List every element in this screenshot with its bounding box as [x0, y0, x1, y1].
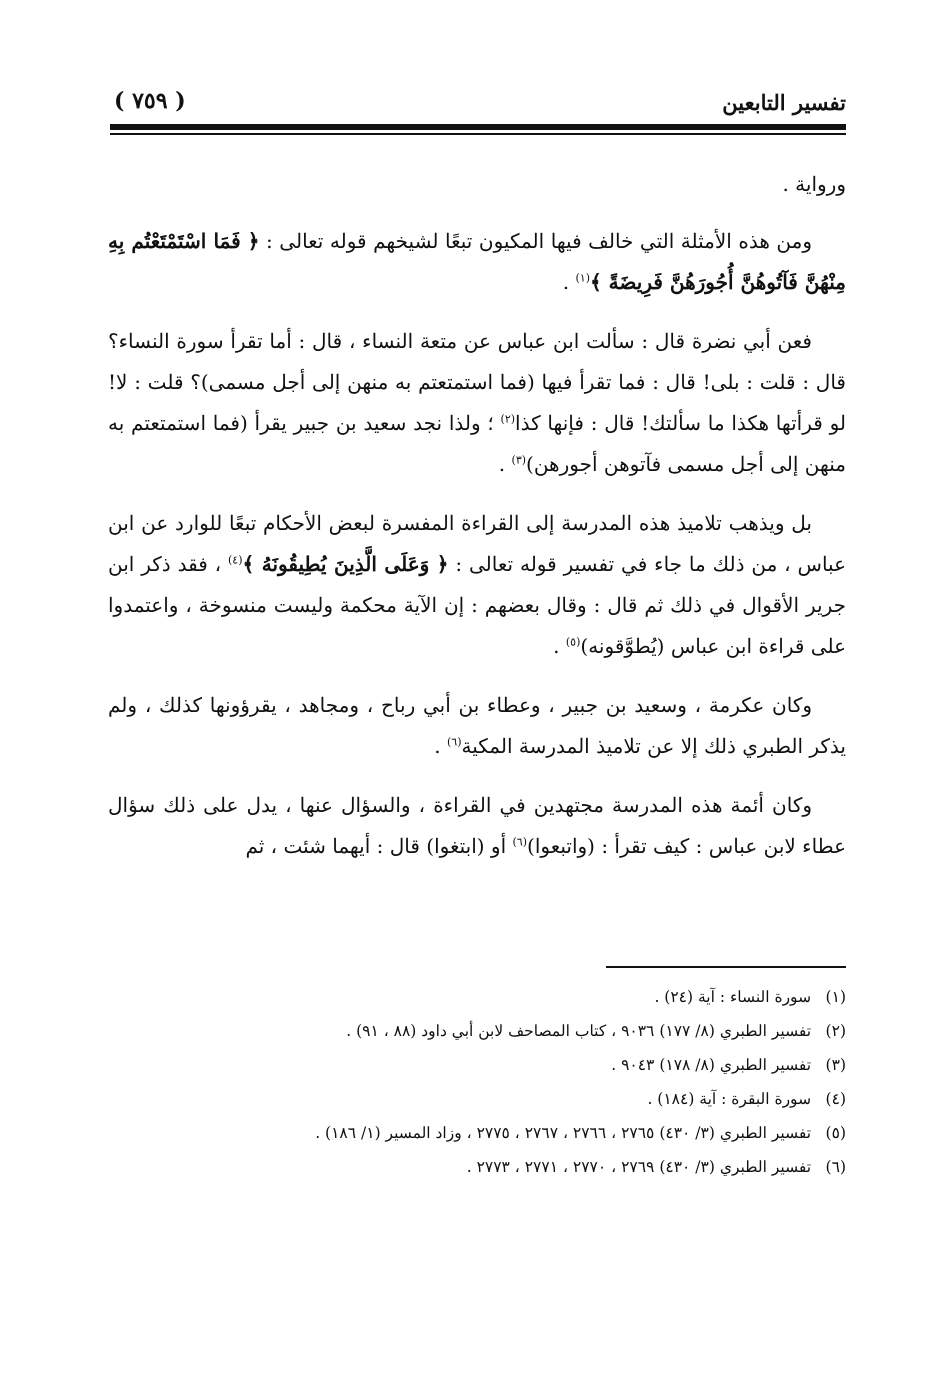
header-rule-thick	[110, 124, 846, 130]
paragraph	[108, 221, 846, 303]
paragraph-text: ورواية .	[782, 172, 846, 196]
header-rule-thin	[110, 133, 846, 135]
running-header	[110, 86, 846, 122]
footnote-text: تفسير الطبري (٨/ ١٧٧) ٩٠٣٦ ، كتاب المصاحف لابن أبي داود (٨٨ ، ٩١) .	[346, 1022, 812, 1040]
footnote-ref[interactable]: (٥)	[565, 635, 581, 649]
page-number: ( ٧٥٩ )	[114, 88, 186, 114]
footnote-item	[130, 1116, 846, 1150]
paragraph-text: ومن هذه الأمثلة التي خالف فيها المكيون تبعًا لشيخهم قوله تعالى :	[259, 229, 812, 253]
footnote-ref[interactable]: (٢)	[500, 412, 516, 426]
paragraph-text: .	[553, 634, 566, 658]
footnote-separator	[606, 966, 846, 968]
footnote-item	[130, 980, 846, 1014]
footnote-ref[interactable]: (٦)	[512, 835, 528, 849]
footnote-number: (١)	[825, 988, 846, 1006]
paragraph-text: بل ويذهب تلاميذ هذه المدرسة إلى القراءة المفسرة لبعض الأحكام تبعًا للوارد عن ابن عباس ، من ذلك ما جاء في تفسير قوله تعالى :	[108, 511, 847, 576]
paragraph-text: .	[562, 270, 576, 294]
footnote-number: (٢)	[825, 1022, 846, 1040]
footnote-item	[130, 1150, 846, 1184]
quran-verse: ﴿ فَمَا اسْتَمْتَعْتُم بِهِ مِنْهُنَّ فَآتُوهُنَّ أُجُورَهُنَّ فَرِيضَةً ﴾	[108, 229, 846, 294]
footnote-number: (٤)	[825, 1090, 846, 1108]
paragraph	[108, 503, 846, 667]
paragraph-text: فعن أبي نضرة قال : سألت ابن عباس عن متعة النساء ، قال : أما تقرأ سورة النساء؟ قال : قلت : بلى! قال : فما تقرأ فيها (فما استمتعتم به منهن إلى أجل مسمى)؟ قلت : لا! لو قرأتها هكذا ما سألتك! قال : فإنها كذا	[108, 329, 846, 435]
paragraph-text: .	[498, 452, 512, 476]
footnote-text: سورة البقرة : آية (١٨٤) .	[647, 1090, 812, 1108]
footnote-ref[interactable]: (٤)	[228, 553, 243, 567]
paragraph	[108, 321, 846, 485]
footnote-ref[interactable]: (٦)	[446, 735, 462, 749]
quran-verse: ﴿ وَعَلَى الَّذِينَ يُطِيقُونَهُ ﴾	[242, 552, 449, 576]
footnote-item	[130, 1082, 846, 1116]
paragraph-text: ؛ ولذا نجد سعيد بن جبير يقرأ (فما استمتعتم به منهن إلى أجل مسمى فآتوهن أجورهن)	[108, 411, 846, 476]
paragraph-text: أو (ابتغوا) قال : أيهما شئت ، ثم	[245, 834, 513, 858]
paragraph-text: .	[434, 734, 447, 758]
paragraph-text: وكان أئمة هذه المدرسة مجتهدين في القراءة ، والسؤال عنها ، يدل على ذلك سؤال عطاء لابن عباس : كيف تقرأ : (واتبعوا)	[108, 793, 846, 858]
footnote-ref[interactable]: (٣)	[511, 453, 527, 467]
footnote-text: تفسير الطبري (٨/ ١٧٨) ٩٠٤٣ .	[611, 1056, 812, 1074]
paragraph-text: وكان عكرمة ، وسعيد بن جبير ، وعطاء بن أبي رباح ، ومجاهد ، يقرؤونها كذلك ، ولم يذكر الطبري ذلك إلا عن تلاميذ المدرسة المكية	[108, 693, 846, 758]
footnote-ref[interactable]: (١)	[575, 271, 590, 285]
footnote-item	[130, 1048, 846, 1082]
footnote-number: (٣)	[825, 1056, 846, 1074]
footnote-number: (٦)	[825, 1158, 846, 1176]
footnote-text: سورة النساء : آية (٢٤) .	[654, 988, 812, 1006]
footnote-number: (٥)	[825, 1124, 846, 1142]
paragraph-text: ، فقد ذكر ابن جرير الأقوال في ذلك ثم قال : وقال بعضهم : إن الآية محكمة وليست منسوخة ، واعتمدوا على قراءة ابن عباس (يُطوَّقونه)	[108, 552, 846, 658]
header-title: تفسير التابعين	[722, 90, 846, 115]
paragraph	[108, 685, 846, 767]
paragraph	[108, 785, 846, 867]
footnote-item	[130, 1014, 846, 1048]
footnote-text: تفسير الطبري (٣/ ٤٣٠) ٢٧٦٥ ، ٢٧٦٦ ، ٢٧٦٧ ، ٢٧٧٥ ، وزاد المسير (١/ ١٨٦) .	[315, 1124, 812, 1142]
paragraph-continuation	[108, 164, 846, 205]
footnotes-list	[130, 980, 846, 1184]
main-text	[108, 164, 846, 885]
footnote-text: تفسير الطبري (٣/ ٤٣٠) ٢٧٦٩ ، ٢٧٧٠ ، ٢٧٧١ ، ٢٧٧٣ .	[466, 1158, 812, 1176]
